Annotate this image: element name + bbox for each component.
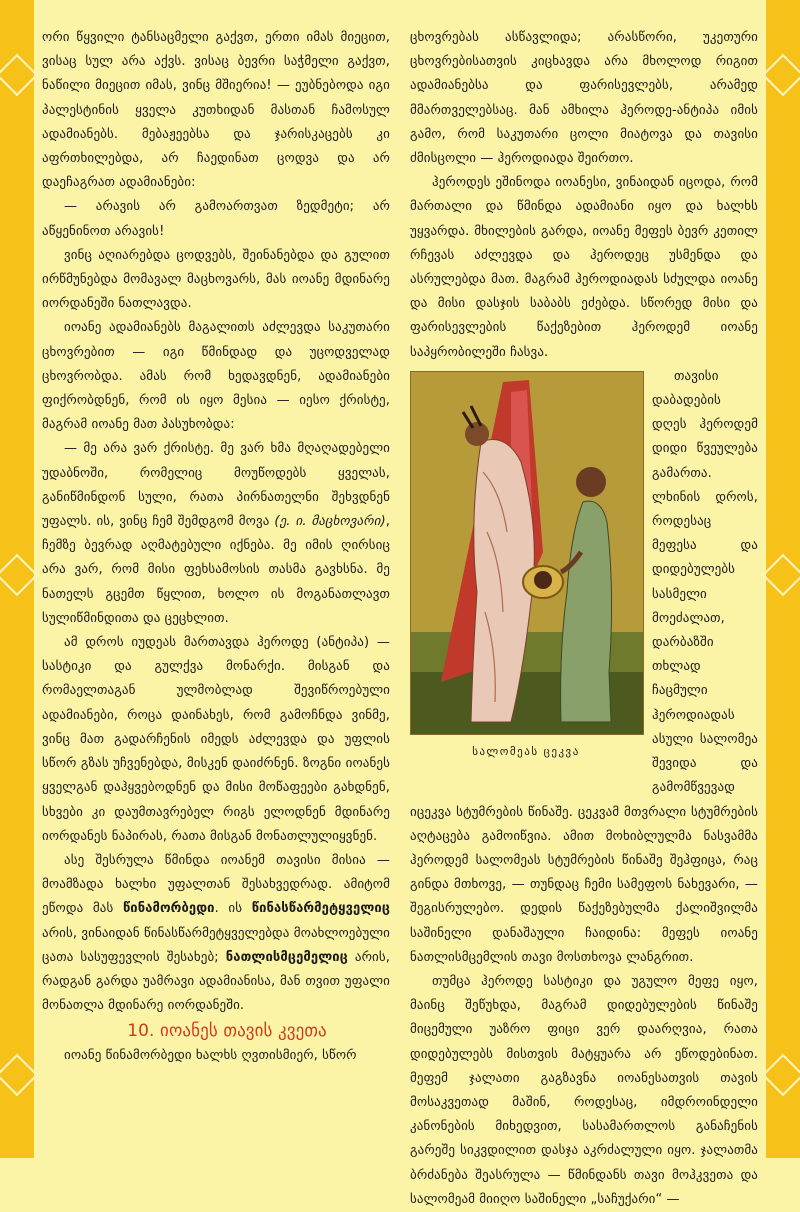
bold-term: წინამორბედი	[123, 901, 215, 917]
paragraph: ამ დროს იუდეას მართავდა ჰეროდე (ანტიპა) — სასტიკი და გულქვა მონარქი. მისგან და რომაელთაგან ულმობლად შევიწროებული ადამიანები, როცა დაინახეს, რომ გამოჩნდა ვინმე, ვინც მათ გადარჩენის იმედს აძლევდა და უფლის სწორ გზას უჩვენებდა, მისკენ დაიძრნენ. ზოგნი იოანეს ყველგან დაჰყვებოდნენ და მისი მოწაფეები გახდნენ, სხვები კი დაუმთავრებელ რიგს ელოდნენ მდინარე იორდანეს ნაპირას, რათა მისგან მონათლულიყვნენ.	[42, 635, 390, 844]
text-run: ასე შესრულა წმინდა იოანემ თავისი მისია — მოამზადა ხალხი უფალთან შესახვედრად. ამიტომ ეწოდა მას	[42, 852, 390, 917]
paragraph	[42, 437, 390, 631]
figure-caption: სალომეას ცეკვა	[472, 744, 580, 758]
ornament-icon	[0, 1054, 38, 1096]
page-content	[42, 26, 758, 1207]
text-run: არის, ვინაიდან წინასწარმეტყველებდა მოახლოებული ცათა სასუფევლის შესახებ;	[42, 925, 390, 965]
bold-term: ნათლისმცემელიც	[225, 949, 348, 965]
italic-note: (ე. ი. მაცხოვარი)	[274, 514, 386, 530]
ornament-icon	[762, 1054, 800, 1096]
right-column	[410, 26, 758, 1212]
paragraph: ვინც აღიარებდა ცოდვებს, შეინანებდა და გულით ირწმუნებდა მომავალ მაცხოვარს, მას იოანე მდინარე იორდანეში ნათლავდა.	[42, 247, 390, 312]
bold-term: წინასწარმეტყველიც	[251, 901, 391, 917]
ornament-icon	[762, 554, 800, 596]
text-run: . ის	[214, 901, 252, 917]
icon-painting-image	[410, 371, 644, 735]
text-run: არის, რადგან გარდა უამრავი ადამიანისა, მან თვით უფალი მონათლა მდინარე იორდანეში.	[42, 949, 390, 1014]
salome-dance-figure	[410, 371, 642, 779]
paragraph	[42, 849, 390, 1018]
text-run: — მე არა ვარ ქრისტე. მე ვარ ხმა მღაღადებელი უდაბნოში, რომელიც მოუწოდებს ყველას, განიწმინდონ სული, რათა პირნათელნი შეხვდნენ უფალს. ის, ვინც ჩემ შემდგომ მოვა	[42, 441, 390, 530]
left-border	[0, 0, 34, 1158]
paragraph: — არავის არ გამოართვათ ზედმეტი; არ აწყენინოთ არავის!	[42, 199, 390, 239]
paragraph: იოანე ადამიანებს მაგალითს აძლევდა საკუთარი ცხოვრებით — იგი წმინდად და უცოდველად ცხოვრობდა. ამას რომ ხედავდნენ, ადამიანები ფიქრობდნენ, რომ ის იყო მესია — იესო ქრისტე, მაგრამ იოანე მათ პასუხობდა:	[42, 320, 390, 433]
paragraph: ცხოვრებას ასწავლიდა; არასწორი, უკეთური ცხოვრებისათვის კიცხავდა არა მხოლოდ რიგით ადამიანებსა და ფარისევლებს, არამედ მმართველებსაც. მან ამხილა ჰეროდე-ანტიპა იმის გამო, რომ საკუთარი ცოლი მიატოვა და თავისი ძმისცოლი — ჰეროდიადა შეირთო.	[410, 30, 758, 167]
paragraph: ჰეროდეს ეშინოდა იოანესი, ვინაიდან იცოდა, რომ მართალი და წმინდა ადამიანი იყო და ხალხს უყვარდა. მხილების გარდა, იოანე მეფეს ბევრ კეთილ რჩევას აძლევდა და ჰეროდეც უსმენდა და ასრულებდა მათ. მაგრამ ჰეროდიადას სძულდა იოანე და მისი დასჯის საბაბს ეძებდა. სწორედ მისი და ფარისევლების წაქეზებით ჰეროდემ იოანე საპყრობილეში ჩასვა.	[410, 175, 758, 360]
paragraph: იოანე წინამორბედი ხალხს ღვთისმიერ, სწორ	[64, 1048, 357, 1064]
ornament-icon	[0, 54, 38, 96]
right-border	[766, 0, 800, 1158]
ornament-icon	[762, 54, 800, 96]
left-column	[42, 26, 390, 1069]
text-run: , ჩემზე ბევრად აღმატებული იქნება. მე იმის ღირსიც არა ვარ, რომ მისი ფეხსამოსის თასმა გავხსნა. მე ნათელს გცემთ წყლით, ხოლო ის მოგანათლავთ სულიწმინდითა და ცეცხლით.	[42, 514, 390, 626]
paragraph: თავისი დაბადების დღეს ჰეროდემ დიდი წვეულება გამართა. ლხინის დროს, როდესაც მეფესა და დიდებულებს სასმელი მოეძალათ, დარბაზში თხლად ჩაცმული ჰეროდიადას ასული სალომეა შევიდა და გამომწვევად იცეკვა სტუმრების წინაშე. ცეკვამ მთვრალი სტუმრების აღტაცება გამოიწვია. ამით მოხიბლულმა ნასვამმა ჰეროდემ სალომეას სტუმრების წინაშე შეჰფიცა, რაც გინდა მთხოვე, — თუნდაც ჩემი სამეფოს ნახევარი, — შეგისრულებო. დედის წაქეზებულმა ქალიშვილმა საშინელი დანაშაული ჩაიდინა: მეფეს იოანე ნათლისმცემლის თავი მოსთხოვა ლანგრით.	[410, 368, 758, 965]
paragraph: თუმცა ჰეროდე სასტიკი და უგულო მეფე იყო, მაინც შეწუხდა, მაგრამ დიდებულების წინაშე მიცემული უაზრო ფიცი ვერ დაარღვია, რათა დიდებულებს მისთვის მატყუარა არ ეწოდებინათ. მეფემ ჯალათი გაგზავნა იოანესათვის თავის მოსაკვეთად მაშინ, როდესაც, იმდროინდელი კანონების მიხედვით, სასამართლოს განაჩენის გარეშე სიკვდილით დასჯა აკრძალული იყო. ჯალათმა ბრძანება შეასრულა — წმინდანს თავი მოჰკვეთა და სალომეამ მიიღო საშინელი „საჩუქარი“ —	[410, 973, 758, 1207]
ornament-icon	[0, 554, 38, 596]
paragraph: ორი წყვილი ტანსაცმელი გაქვთ, ერთი იმას მიეცით, ვისაც სულ არა აქვს. ვისაც ბევრი საჭმელი გაქვთ, ნაწილი მიეცით იმას, ვინც მშიერია! — ეუბნებოდა იგი პალესტინის ყველა კუთხიდან მასთან ჩამოსულ ადამიანებს. მებაჟეებსა და ჯარისკაცებს კი აფრთხილებდა, არ ჩაედინათ ცოდვა და არ დაეჩაგრათ ადამიანები:	[42, 30, 390, 191]
section-title: 10. იოანეს თავის კვეთა	[127, 1021, 327, 1042]
